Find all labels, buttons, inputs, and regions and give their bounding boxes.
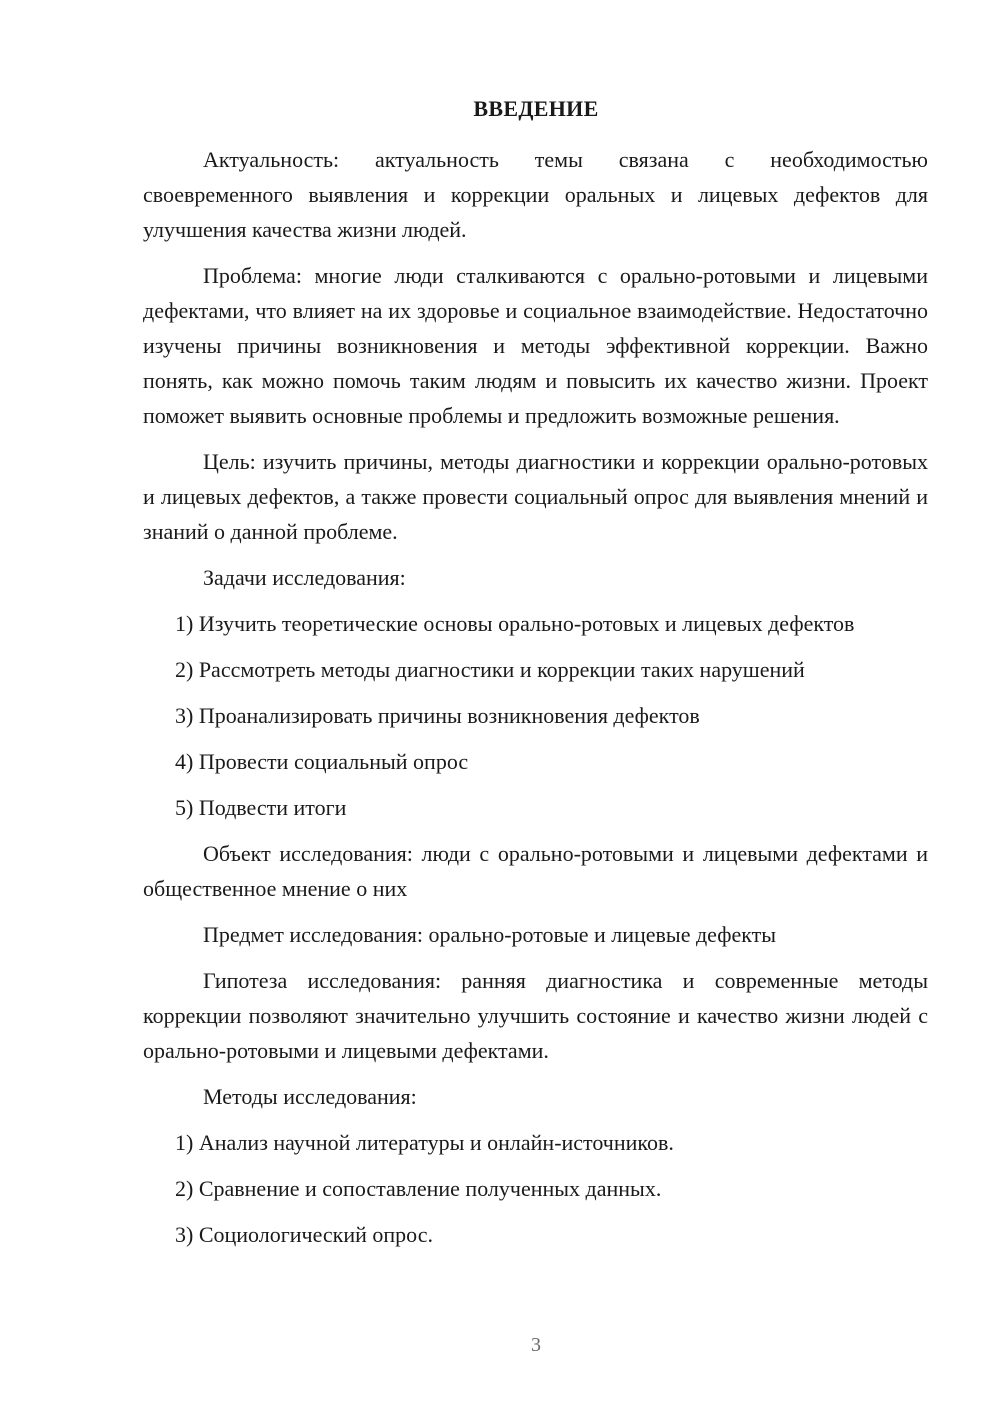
paragraph-relevance: Актуальность: актуальность темы связана с необходимостью своевременного выявления и коррекции оральных и лицевых дефектов для улучшения качества жизни людей.: [143, 147, 928, 242]
paragraph-hypothesis: Гипотеза исследования: ранняя диагностика и современные методы коррекции позволяют значительно улучшить состояние и качество жизни людей с орально-ротовыми и лицевыми дефектами.: [143, 968, 928, 1063]
task-item-1: 1) Изучить теоретические основы орально-ротовых и лицевых дефектов: [175, 611, 855, 636]
method-item-3: 3) Социологический опрос.: [175, 1222, 433, 1247]
task-item-2: 2) Рассмотреть методы диагностики и коррекции таких нарушений: [175, 657, 805, 682]
task-item-5: 5) Подвести итоги: [175, 795, 347, 820]
task-item-4: 4) Провести социальный опрос: [175, 749, 469, 774]
task-item-3: 3) Проанализировать причины возникновения дефектов: [175, 703, 700, 728]
method-item-2: 2) Сравнение и сопоставление полученных данных.: [175, 1176, 662, 1201]
paragraph-goal: Цель: изучить причины, методы диагностики и коррекции орально-ротовых и лицевых дефектов, а также провести социальный опрос для выявления мнений и знаний о данной проблеме.: [143, 449, 928, 544]
page-title: ВВЕДЕНИЕ: [473, 96, 599, 121]
paragraph-subject: Предмет исследования: орально-ротовые и лицевые дефекты: [203, 922, 777, 947]
method-item-1: 1) Анализ научной литературы и онлайн-источников.: [175, 1130, 674, 1155]
paragraph-problem: Проблема: многие люди сталкиваются с орально-ротовыми и лицевыми дефектами, что влияет на их здоровье и социальное взаимодействие. Недостаточно изучены причины возникновения и методы эффективной коррекции. Важно понять, как можно помочь таким людям и повысить их качество жизни. Проект поможет выявить основные проблемы и предложить возможные решения.: [143, 263, 928, 428]
document-body: [143, 142, 928, 1263]
paragraph-object: Объект исследования: люди с орально-ротовыми и лицевыми дефектами и общественное мнение о них: [143, 841, 928, 901]
paragraph-methods-heading: Методы исследования:: [203, 1084, 417, 1109]
page-number: 3: [531, 1334, 541, 1356]
paragraph-tasks-heading: Задачи исследования:: [203, 565, 406, 590]
